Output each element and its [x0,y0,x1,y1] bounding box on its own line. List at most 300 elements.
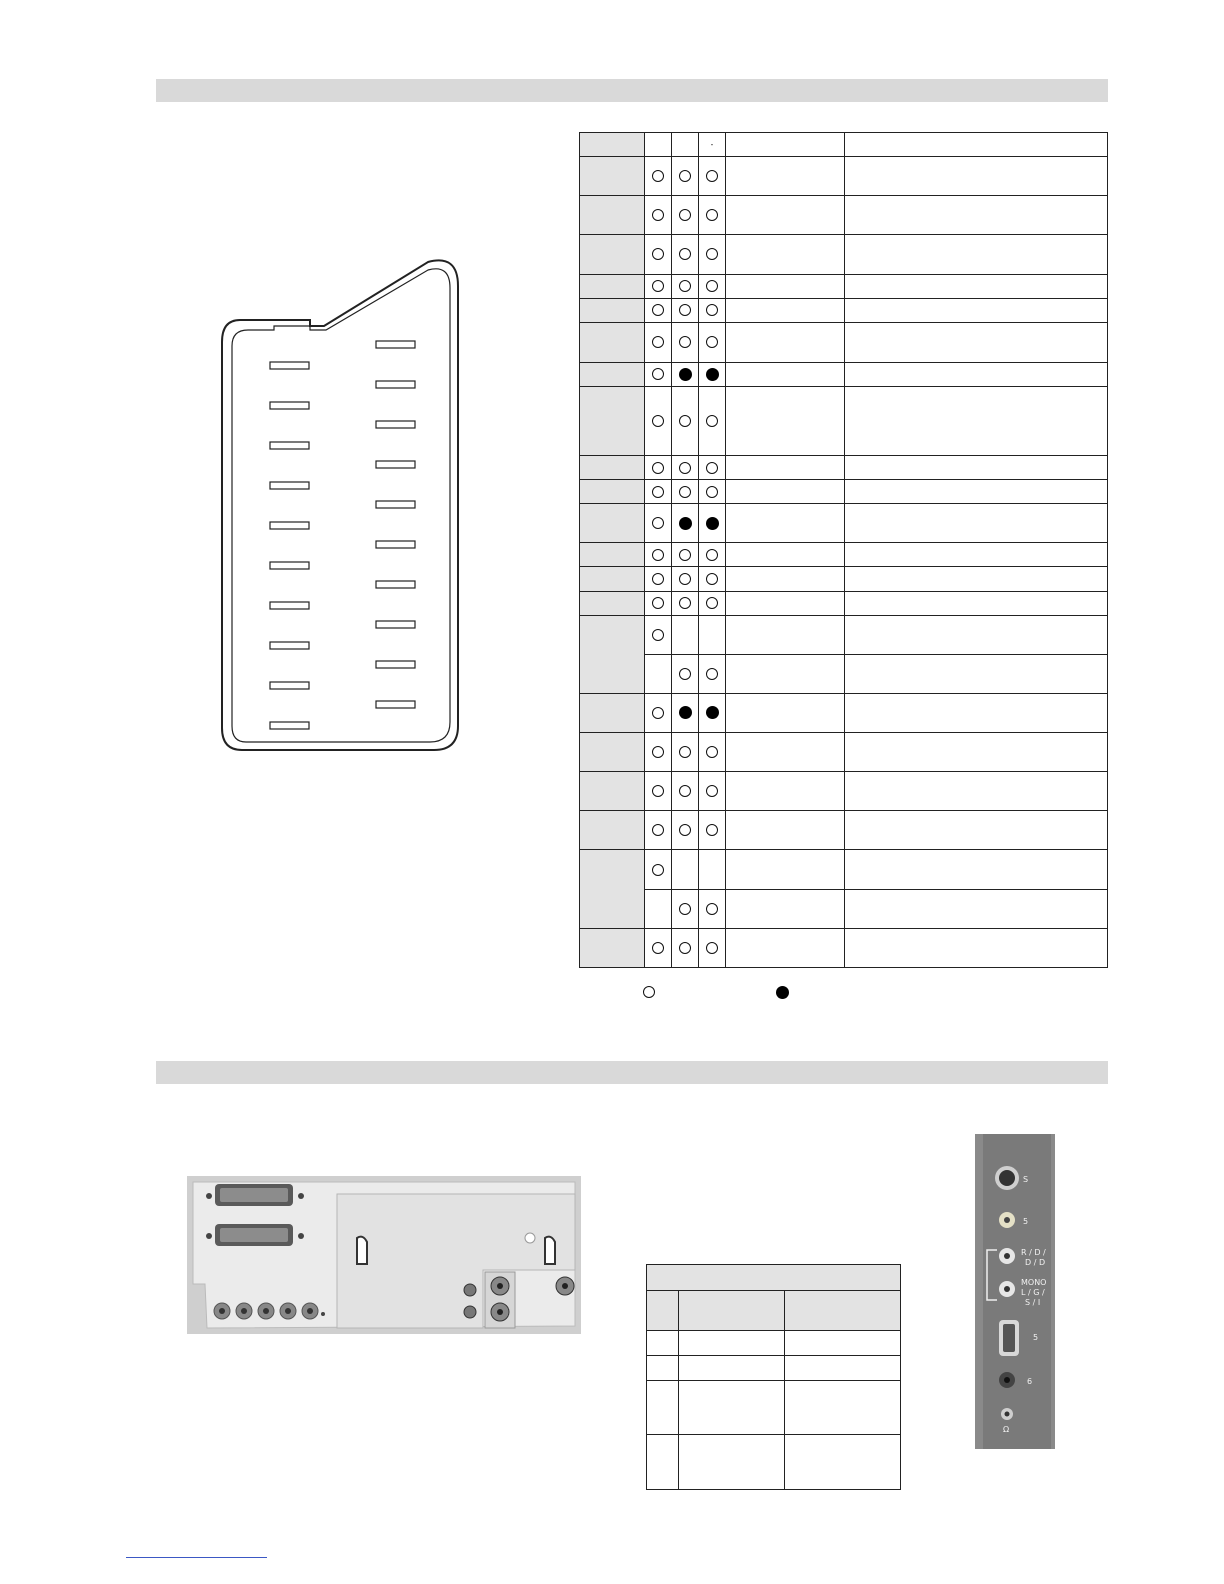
signal-table-row [647,1356,901,1381]
pin-description-cell [845,733,1108,772]
filled-circle-icon [679,517,692,530]
pin-number-cell [580,235,645,274]
signal-table-cell [679,1435,785,1490]
signal-table-cell [785,1435,901,1490]
signal-table-cell [679,1381,785,1435]
scart-pin-slot [376,461,415,468]
open-circle-icon [679,336,691,348]
open-circle-icon [679,486,691,498]
open-circle-icon [652,597,664,609]
scart-pin-slot [270,642,309,649]
pin-mode-cell [645,693,672,732]
signal-table-cell [785,1356,901,1381]
pin-signal-cell [726,157,845,196]
open-circle-icon [706,549,718,561]
pin-number-cell [580,456,645,480]
pin-number-cell [580,362,645,386]
pin-mode-cell [645,274,672,298]
pin-description-cell [845,480,1108,504]
scart-pins-left-column [270,362,309,729]
open-circle-icon [706,824,718,836]
open-circle-icon [652,304,664,316]
pin-signal-cell [726,480,845,504]
pin-mode-cell [672,733,699,772]
side-label-s-i: S / I [1025,1298,1041,1307]
pin-description-cell [845,298,1108,322]
open-circle-icon [706,668,718,680]
pin-table-row [580,322,1108,362]
pin-mode-cell [699,591,726,615]
signal-table-cell [785,1381,901,1435]
open-circle-icon [652,746,664,758]
pin-number-cell [580,543,645,567]
scart-pins-right-column [376,341,415,708]
audio-in-jack-icon [999,1372,1015,1388]
pin-mode-cell [672,543,699,567]
open-circle-icon [652,785,664,797]
pin-signal-cell [726,567,845,591]
pin-signal-cell [726,889,845,928]
scart-pin-table [579,132,1108,968]
signal-table-cell [785,1331,901,1356]
pin-mode-cell [645,196,672,235]
pin-signal-cell [726,456,845,480]
pin-mode-cell [672,235,699,274]
pin-description-cell [845,654,1108,693]
pin-mode-cell [645,567,672,591]
pin-table-row [580,591,1108,615]
pin-table-row [580,693,1108,732]
open-circle-icon [706,597,718,609]
footer-link-underline[interactable] [126,1557,267,1558]
pin-mode-cell [645,733,672,772]
pin-number-cell [580,298,645,322]
open-circle-icon [679,903,691,915]
pin-signal-cell [726,928,845,967]
pin-description-cell [845,811,1108,850]
pin-mode-cell [699,274,726,298]
header-pin-cell [580,133,645,157]
open-circle-icon [652,942,664,954]
open-circle-icon [706,336,718,348]
pin-number-cell [580,733,645,772]
pin-mode-cell [672,322,699,362]
pin-mode-cell [672,386,699,455]
open-circle-icon [679,942,691,954]
pin-signal-cell [726,850,845,889]
pin-mode-cell [699,298,726,322]
pin-mode-cell [699,386,726,455]
pin-mode-cell [672,504,699,543]
open-circle-icon [679,573,691,585]
pin-table-header-row [580,133,1108,157]
pin-mode-cell [699,322,726,362]
pin-number-cell [580,811,645,850]
side-label-l-g: L / G / [1021,1288,1045,1297]
pin-signal-cell [726,591,845,615]
open-circle-icon [679,746,691,758]
pin-table-row [580,235,1108,274]
pin-mode-cell [672,274,699,298]
pin-mode-cell [699,889,726,928]
pin-number-cell [580,615,645,693]
pin-signal-cell [726,362,845,386]
signal-table-row [647,1331,901,1356]
open-circle-icon [652,368,664,380]
open-circle-icon [652,415,664,427]
pin-mode-cell [672,298,699,322]
side-label-s: S [1023,1175,1029,1184]
pin-table-row [580,504,1108,543]
signal-table [646,1264,901,1489]
pin-description-cell [845,235,1108,274]
signal-table-cell [647,1331,679,1356]
scart-pin-slot [376,581,415,588]
pin-description-cell [845,322,1108,362]
side-label-mono: MONO [1021,1278,1047,1287]
pin-description-cell [845,157,1108,196]
section-header-bar-top [156,79,1108,102]
pin-number-cell [580,693,645,732]
open-circle-icon [652,517,664,529]
pin-number-cell [580,157,645,196]
pin-table-row [580,889,1108,928]
pin-mode-cell [699,157,726,196]
pin-signal-cell [726,811,845,850]
pin-mode-cell [645,362,672,386]
pin-table-row [580,456,1108,480]
pin-mode-cell [645,456,672,480]
pin-number-cell [580,772,645,811]
pin-mode-cell [645,157,672,196]
pin-description-cell [845,274,1108,298]
pin-number-cell [580,274,645,298]
pin-description-cell [845,591,1108,615]
scart-pin-slot [376,501,415,508]
pin-number-cell [580,567,645,591]
pin-table-row [580,196,1108,235]
side-label-d-d: D / D [1025,1258,1046,1267]
pin-table-row [580,298,1108,322]
open-circle-icon [679,668,691,680]
pin-description-cell [845,928,1108,967]
pin-number-cell [580,386,645,455]
pin-mode-cell [699,772,726,811]
signal-table-cell [647,1381,679,1435]
pin-mode-cell [672,889,699,928]
signal-table-row [647,1435,901,1490]
pin-mode-cell [672,480,699,504]
scart-pin-slot [270,722,309,729]
scart-pin-slot [376,621,415,628]
side-label-headphone: Ω [1003,1425,1010,1434]
headphone-jack-icon [1001,1408,1013,1420]
pin-signal-cell [726,543,845,567]
open-circle-icon [706,280,718,292]
pin-signal-cell [726,772,845,811]
pin-mode-cell [645,615,672,654]
open-circle-icon [652,170,664,182]
pin-mode-cell [672,772,699,811]
pin-mode-cell [699,615,726,654]
signal-table-cell [679,1356,785,1381]
pin-mode-cell [672,362,699,386]
pin-description-cell [845,615,1108,654]
filled-circle-icon [679,706,692,719]
filled-circle-icon [679,368,692,381]
pin-number-cell [580,928,645,967]
pin-signal-cell [726,386,845,455]
scart-pin-slot [376,541,415,548]
scart-pin-slot [376,701,415,708]
pin-mode-cell [672,693,699,732]
pin-mode-cell [699,567,726,591]
open-circle-icon [679,462,691,474]
s-video-jack-icon [995,1166,1019,1190]
pin-table-row [580,850,1108,889]
pin-mode-cell [645,480,672,504]
section-header-bar-bottom [156,1061,1108,1084]
pin-mode-cell [645,298,672,322]
open-circle-icon [652,280,664,292]
open-circle-icon [652,864,664,876]
filled-circle-icon [706,368,719,381]
pin-description-cell [845,772,1108,811]
pin-mode-cell [699,693,726,732]
rear-panel-photo [187,1176,581,1334]
audio-left-jack-icon [999,1281,1015,1297]
pin-mode-cell [645,889,672,928]
pin-table-row [580,386,1108,455]
pin-mode-cell [645,504,672,543]
pin-mode-cell [645,928,672,967]
signal-table-cell [679,1331,785,1356]
scart-pin-slot [270,682,309,689]
pin-mode-cell [645,235,672,274]
pin-mode-cell [699,811,726,850]
scart-pin-slot [270,442,309,449]
side-panel-photo [975,1134,1055,1449]
signal-table-header-col-a [679,1291,785,1331]
open-circle-icon [652,824,664,836]
pin-description-cell [845,504,1108,543]
pin-mode-cell [645,322,672,362]
pin-mode-cell [699,235,726,274]
open-circle-icon [652,629,664,641]
pin-table-row [580,480,1108,504]
pin-mode-cell [645,654,672,693]
pin-number-cell [580,850,645,928]
pin-mode-cell [672,157,699,196]
pin-mode-cell [672,567,699,591]
open-circle-icon [652,209,664,221]
open-circle-icon [706,903,718,915]
pin-table-row [580,362,1108,386]
pin-table-row [580,654,1108,693]
pin-mode-cell [699,196,726,235]
pin-signal-cell [726,654,845,693]
scart-pin-slot [376,341,415,348]
pin-mode-cell [672,811,699,850]
filled-circle-icon [706,517,719,530]
signal-table-header-row [647,1291,901,1331]
open-circle-icon [679,304,691,316]
open-circle-icon [679,415,691,427]
open-circle-icon [652,549,664,561]
open-circle-icon [706,573,718,585]
pin-mode-cell [699,543,726,567]
side-label-6: 6 [1027,1377,1033,1386]
pin-mode-cell [645,811,672,850]
scart-pin-slot [270,602,309,609]
pin-signal-cell [726,615,845,654]
pin-signal-cell [726,733,845,772]
open-circle-icon [706,746,718,758]
pin-mode-cell [672,456,699,480]
open-circle-icon [706,170,718,182]
video-jack-icon [999,1212,1015,1228]
pin-mode-cell [645,591,672,615]
pin-number-cell [580,322,645,362]
header-mark: - [710,140,714,150]
pin-description-cell [845,386,1108,455]
open-circle-icon [706,785,718,797]
pin-mode-cell [672,928,699,967]
open-circle-icon [706,209,718,221]
pin-mode-cell [699,456,726,480]
pin-table-row [580,543,1108,567]
pin-signal-cell [726,322,845,362]
scart-pin-slot [270,362,309,369]
pin-description-cell [845,567,1108,591]
signal-table-title-cell [647,1265,901,1291]
pin-signal-cell [726,235,845,274]
pin-mode-cell [699,504,726,543]
pin-description-cell [845,850,1108,889]
scart-pin-slot [376,381,415,388]
open-circle-icon [706,415,718,427]
header-description-cell [845,133,1108,157]
open-circle-icon [652,707,664,719]
scart-outline-outer [222,260,458,750]
open-circle-icon [679,549,691,561]
open-circle-icon [679,209,691,221]
pin-description-cell [845,362,1108,386]
signal-table-row [647,1381,901,1435]
open-circle-icon [706,486,718,498]
pin-mode-cell [672,654,699,693]
pin-signal-cell [726,274,845,298]
pin-description-cell [845,196,1108,235]
scart-pin-slot [376,421,415,428]
pin-signal-cell [726,693,845,732]
scart-pin-slot [270,562,309,569]
open-circle-icon [706,304,718,316]
pin-mode-cell [645,543,672,567]
pin-description-cell [845,543,1108,567]
signal-table-cell [647,1435,679,1490]
scart-pin-slot [376,661,415,668]
pin-mode-cell [699,850,726,889]
open-circle-icon [652,573,664,585]
side-label-r-d: R / D / [1021,1248,1046,1257]
open-circle-icon [652,336,664,348]
pin-number-cell [580,480,645,504]
pin-mode-cell [672,591,699,615]
pin-mode-cell [645,772,672,811]
pin-mode-cell [672,196,699,235]
legend-open-circle-icon [643,986,655,998]
pin-table-row [580,157,1108,196]
scart-pin-slot [270,402,309,409]
filled-circle-icon [706,706,719,719]
open-circle-icon [679,785,691,797]
pin-mode-cell [699,733,726,772]
open-circle-icon [679,248,691,260]
pin-signal-cell [726,196,845,235]
pin-signal-cell [726,298,845,322]
side-label-5: 5 [1023,1217,1029,1226]
pin-mode-cell [645,850,672,889]
pin-mode-cell [699,654,726,693]
open-circle-icon [706,462,718,474]
signal-table-header-no [647,1291,679,1331]
open-circle-icon [706,248,718,260]
open-circle-icon [706,942,718,954]
pin-table-row [580,811,1108,850]
scart-pin-slot [270,482,309,489]
header-col-3 [699,133,726,157]
audio-right-jack-icon [999,1248,1015,1264]
open-circle-icon [652,248,664,260]
header-col-1 [645,133,672,157]
pin-mode-cell [672,850,699,889]
pin-number-cell [580,504,645,543]
pin-description-cell [845,693,1108,732]
pin-table-row [580,928,1108,967]
side-label-vga: 5 [1033,1333,1039,1342]
pin-mode-cell [699,480,726,504]
pin-description-cell [845,889,1108,928]
signal-table-cell [647,1356,679,1381]
scart-outline-inner [232,269,450,742]
scart-connector-diagram [218,258,468,758]
scart-socket-1 [206,1184,304,1206]
pin-table-row [580,733,1108,772]
scart-socket-2 [206,1224,304,1246]
table-legend [640,985,940,1001]
signal-table-header-col-b [785,1291,901,1331]
open-circle-icon [652,462,664,474]
pin-description-cell [845,456,1108,480]
legend-filled-circle-icon [776,986,789,999]
pin-number-cell [580,196,645,235]
pin-table-row [580,274,1108,298]
pin-mode-cell [699,928,726,967]
open-circle-icon [679,280,691,292]
pin-table-row [580,567,1108,591]
header-signal-cell [726,133,845,157]
header-col-2 [672,133,699,157]
pin-table-row [580,615,1108,654]
vga-port-icon [999,1320,1019,1356]
pin-signal-cell [726,504,845,543]
pin-mode-cell [672,615,699,654]
signal-table-title-row [647,1265,901,1291]
pin-table-row [580,772,1108,811]
pin-number-cell [580,591,645,615]
open-circle-icon [679,170,691,182]
